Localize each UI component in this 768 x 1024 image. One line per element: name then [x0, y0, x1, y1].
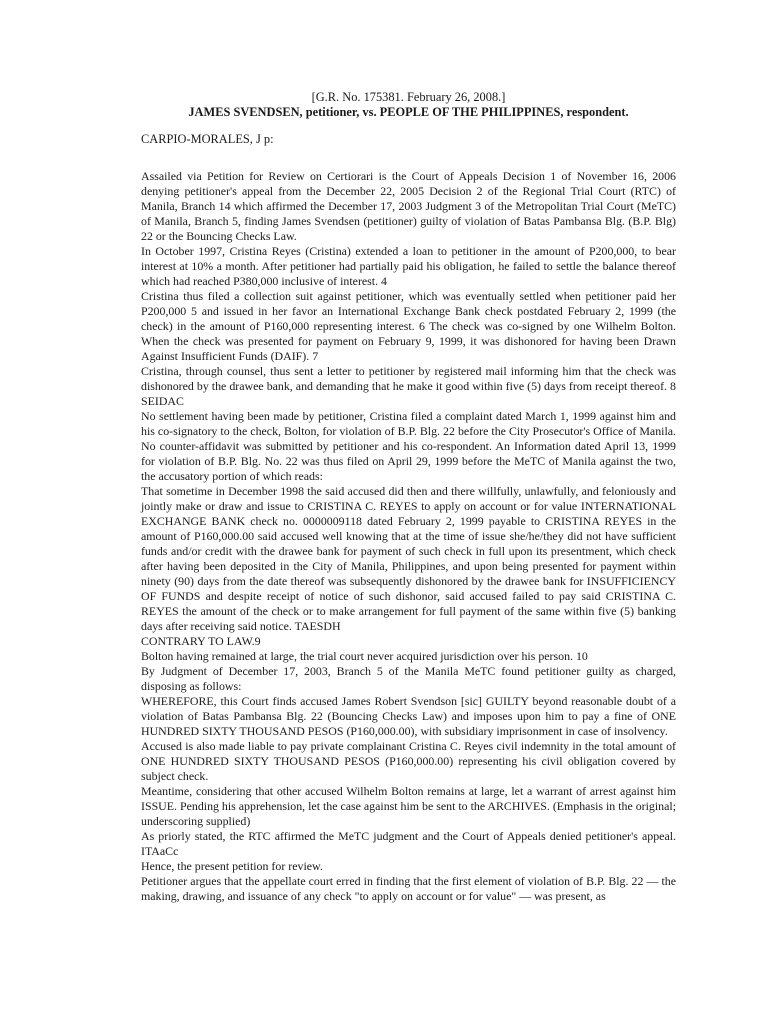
body-paragraph: Petitioner argues that the appellate court erred in finding that the first element of violation of B.P. Blg. 22 — the making, drawing, and issuance of any check "to apply on account or for value" — was present, as [141, 874, 676, 903]
body-paragraph: By Judgment of December 17, 2003, Branch 5 of the Manila MeTC found petitioner guilty as charged, disposing as follows: [141, 664, 676, 693]
body-paragraph: Accused is also made liable to pay private complainant Cristina C. Reyes civil indemnity in the total amount of ONE HUNDRED SIXTY THOUSAND PESOS (P160,000.00) representing his civil obligation covered by subject check. [141, 739, 676, 783]
body-paragraph: CONTRARY TO LAW.9 [141, 634, 261, 648]
body-paragraph: Cristina, through counsel, thus sent a letter to petitioner by registered mail informing him that the check was dishonored by the drawee bank, and demanding that he make it good within five (5) days from receipt thereof. 8 SEIDAC [141, 364, 676, 408]
body-paragraph: That sometime in December 1998 the said accused did then and there willfully, unlawfully, and feloniously and jointly make or draw and issue to CRISTINA C. REYES to apply on account or for value INTERNATIONAL EXCHANGE BANK check no. 0000009118 dated February 2, 1999 payable to CRISTINA REYES in the amount of P160,000.00 said accused well knowing that at the time of issue she/he/they did not have sufficient funds and/or credit with the drawee bank for payment of such check in full upon its presentment, which check after having been deposited in the City of Manila, Philippines, and upon being presented for payment within ninety (90) days from the date thereof was subsequently dishonored by the drawee bank for INSUFFICIENCY OF FUNDS and despite receipt of notice of such dishonor, said accused failed to pay said CRISTINA C. REYES the amount of the check or to make arrangement for full payment of the same within five (5) banking days after receiving said notice. TAESDH [141, 484, 676, 633]
body-paragraph: Assailed via Petition for Review on Certiorari is the Court of Appeals Decision 1 of November 16, 2006 denying petitioner's appeal from the December 22, 2005 Decision 2 of the Regional Trial Court (RTC) of Manila, Branch 14 which affirmed the December 17, 2003 Judgment 3 of the Metropolitan Trial Court (MeTC) of Manila, Branch 5, finding James Svendsen (petitioner) guilty of violation of Batas Pambansa Blg. (B.P. Blg) 22 or the Bouncing Checks Law. [141, 169, 676, 243]
body-paragraph: Meantime, considering that other accused Wilhelm Bolton remains at large, let a warrant of arrest against him ISSUE. Pending his apprehension, let the case against him be sent to the ARCHIVES. (Emphasis in the original; underscoring supplied) [141, 784, 677, 828]
body-paragraph: Bolton having remained at large, the trial court never acquired jurisdiction over his person. 10 [141, 649, 588, 663]
ponente-line: CARPIO-MORALES, J p: [141, 132, 274, 146]
body-paragraph: Cristina thus filed a collection suit against petitioner, which was eventually settled when petitioner paid her P200,000 5 and issued in her favor an International Exchange Bank check postdated February 2, 1999 (the check) in the amount of P160,000 representing interest. 6 The check was co-signed by one Wilhelm Bolton. When the check was presented for payment on February 9, 1999, it was dishonored for having been Drawn Against Insufficient Funds (DAIF). 7 [141, 289, 676, 363]
case-citation: [G.R. No. 175381. February 26, 2008.] [311, 90, 506, 104]
body-paragraph: WHEREFORE, this Court finds accused James Robert Svendson [sic] GUILTY beyond reasonable doubt of a violation of Batas Pambansa Blg. 22 (Bouncing Checks Law) and imposes upon him to pay a fine of ONE HUNDRED SIXTY THOUSAND PESOS (P160,000.00), with subsidiary imprisonment in case of insolvency. [141, 694, 676, 738]
body-paragraph: No settlement having been made by petitioner, Cristina filed a complaint dated March 1, 1999 against him and his co-signatory to the check, Bolton, for violation of B.P. Blg. 22 before the City Prosecutor's Office of Manila. No counter-affidavit was submitted by petitioner and his co-respondent. An Information dated April 13, 1999 for violation of B.P. Blg. No. 22 was thus filed on April 29, 1999 before the MeTC of Manila against the two, the accusatory portion of which reads: [141, 409, 676, 483]
case-parties: JAMES SVENDSEN, petitioner, vs. PEOPLE OF THE PHILIPPINES, respondent. [188, 105, 629, 119]
decision-body [141, 169, 676, 904]
body-paragraph: As priorly stated, the RTC affirmed the MeTC judgment and the Court of Appeals denied petitioner's appeal. ITAaCc [141, 829, 676, 858]
body-paragraph: In October 1997, Cristina Reyes (Cristina) extended a loan to petitioner in the amount of P200,000, to bear interest at 10% a month. After petitioner had partially paid his obligation, he failed to settle the balance thereof which had reached P380,000 inclusive of interest. 4 [141, 244, 676, 288]
body-paragraph: Hence, the present petition for review. [141, 859, 323, 873]
